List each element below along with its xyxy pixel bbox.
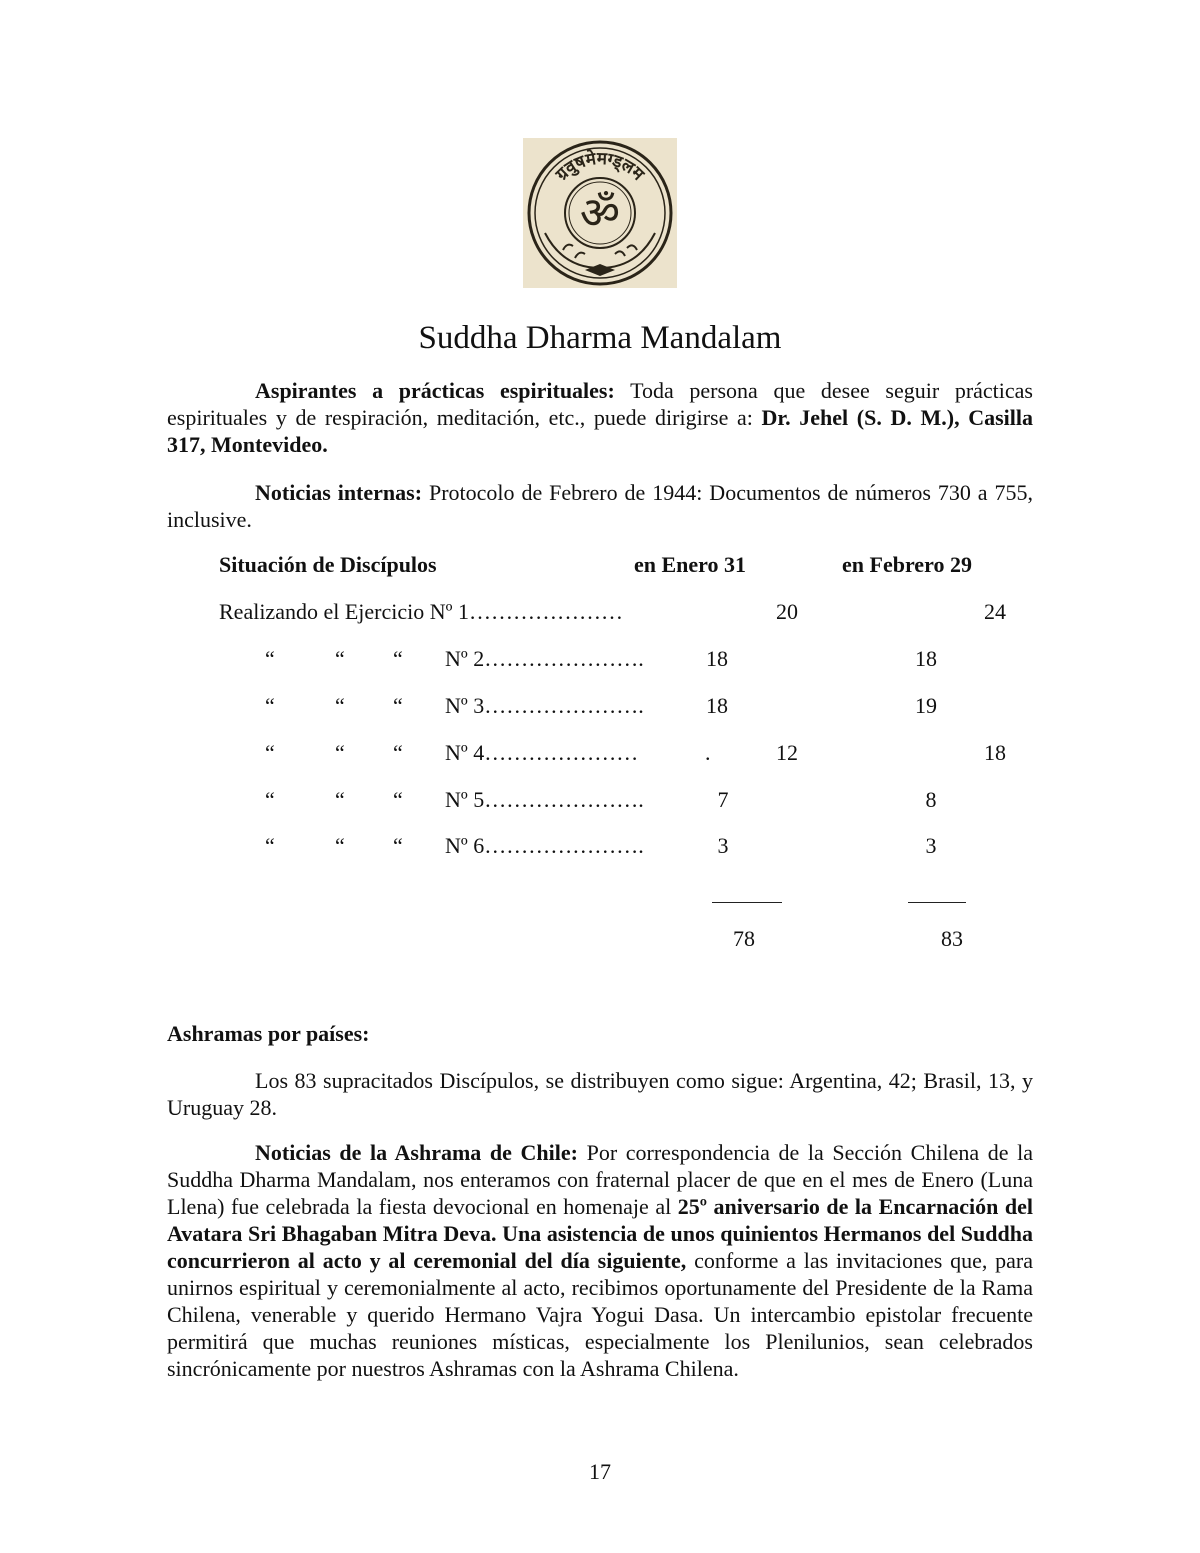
- total-febrero: 83: [941, 926, 963, 951]
- header-situacion: Situación de Discípulos: [219, 552, 437, 577]
- header-enero: en Enero 31: [634, 552, 747, 577]
- seal-inscription: ग्रवुषमेमग्ड्लम: [552, 148, 648, 185]
- row-1-label: Realizando el Ejercicio Nº 1…………………: [219, 599, 623, 624]
- row-5-enero: 7: [717, 787, 729, 812]
- ditto-mark: “: [393, 693, 403, 718]
- noticias-internas-text: Protocolo de Febrero de 1944: Documentos de números 730 a 755, inclusive.: [167, 480, 1034, 532]
- ditto-mark: “: [265, 740, 275, 765]
- row-1-febrero: 24: [984, 599, 1006, 624]
- row-4-label: Nº 4…………………: [445, 740, 639, 765]
- row-2-enero: 18: [706, 646, 728, 671]
- row-5-febrero: 8: [925, 787, 937, 812]
- row-1-enero: 20: [776, 599, 798, 624]
- ditto-mark: “: [393, 833, 403, 858]
- aspirantes-address: Dr. Jehel (S. D. M.), Casilla 317, Montevideo.: [167, 405, 1033, 457]
- chile-paragraph: [167, 1139, 1033, 1382]
- ashramas-heading: Ashramas por países:: [167, 1021, 370, 1046]
- header-febrero: en Febrero 29: [842, 552, 972, 577]
- svg-text:ॐ: ॐ: [579, 188, 621, 239]
- ashramas-paragraph: Los 83 supracitados Discípulos, se distribuyen como sigue: Argentina, 42; Brasil, 13, y Uruguay 28.: [167, 1068, 1033, 1120]
- chile-bold-text: 25º aniversario de la Encarnación del Avatara Sri Bhagaban Mitra Deva. Una asistencia de unos quinientos Hermanos del Suddha concurrieron al acto y al ceremonial del día siguiente,: [167, 1194, 1033, 1273]
- ditto-mark: “: [393, 646, 403, 671]
- ditto-mark: “: [335, 693, 345, 718]
- row-3-label: Nº 3………………….: [445, 693, 644, 718]
- ditto-mark: “: [335, 787, 345, 812]
- noticias-internas-label: Noticias internas:: [255, 480, 423, 505]
- ditto-mark: “: [335, 833, 345, 858]
- row-6-enero: 3: [717, 833, 729, 858]
- total-rule-enero: [712, 902, 782, 903]
- om-seal-logo: [523, 138, 677, 288]
- chile-text-2: conforme a las invitaciones que, para unirnos espiritual y ceremonialmente al acto, recibimos oportunamente del Presidente de la Rama Chilena, venerable y querido Hermano Vajra Yogui Dasa. Un intercambio epistolar frecuente permitirá que muchas reuniones místicas, especialmente los Plenilunios, sean celebrados sincrónicamente por nuestros Ashramas con la Ashrama Chilena.: [167, 1248, 1034, 1381]
- noticias-internas-paragraph: [167, 479, 1033, 533]
- chile-label: Noticias de la Ashrama de Chile:: [255, 1140, 578, 1165]
- aspirantes-text: Toda persona que desee seguir prácticas espirituales y de respiración, meditación, etc., puede dirigirse a:: [167, 378, 1033, 430]
- ditto-mark: “: [393, 787, 403, 812]
- row-3-febrero: 19: [915, 693, 937, 718]
- row-2-febrero: 18: [915, 646, 937, 671]
- ditto-mark: “: [265, 787, 275, 812]
- ditto-mark: “: [335, 740, 345, 765]
- row-4-febrero: 18: [984, 740, 1006, 765]
- total-rule-febrero: [908, 902, 966, 903]
- aspirantes-paragraph: [167, 377, 1033, 458]
- row-2-label: Nº 2………………….: [445, 646, 644, 671]
- row-4-stray-dot: .: [705, 740, 711, 765]
- om-seal-icon: [523, 138, 677, 288]
- aspirantes-label: Aspirantes a prácticas espirituales:: [255, 378, 615, 403]
- page-number: 17: [589, 1459, 611, 1484]
- ditto-mark: “: [393, 740, 403, 765]
- ditto-mark: “: [265, 693, 275, 718]
- ditto-mark: “: [265, 833, 275, 858]
- ditto-mark: “: [335, 646, 345, 671]
- total-enero: 78: [733, 926, 755, 951]
- page-title: Suddha Dharma Mandalam: [418, 320, 782, 356]
- row-4-enero: 12: [776, 740, 798, 765]
- svg-text:ग्रवुषमेमग्ड्लम: [551, 148, 648, 185]
- chile-text-1: Por correspondencia de la Sección Chilena de la Suddha Dharma Mandalam, nos enteramos con fraternal placer de que en el mes de Enero (Luna Llena) fue celebrada la fiesta devocional en homenaje al: [167, 1140, 1033, 1219]
- ditto-mark: “: [265, 646, 275, 671]
- row-6-label: Nº 6………………….: [445, 833, 644, 858]
- row-3-enero: 18: [706, 693, 728, 718]
- row-5-label: Nº 5………………….: [445, 787, 644, 812]
- row-6-febrero: 3: [925, 833, 937, 858]
